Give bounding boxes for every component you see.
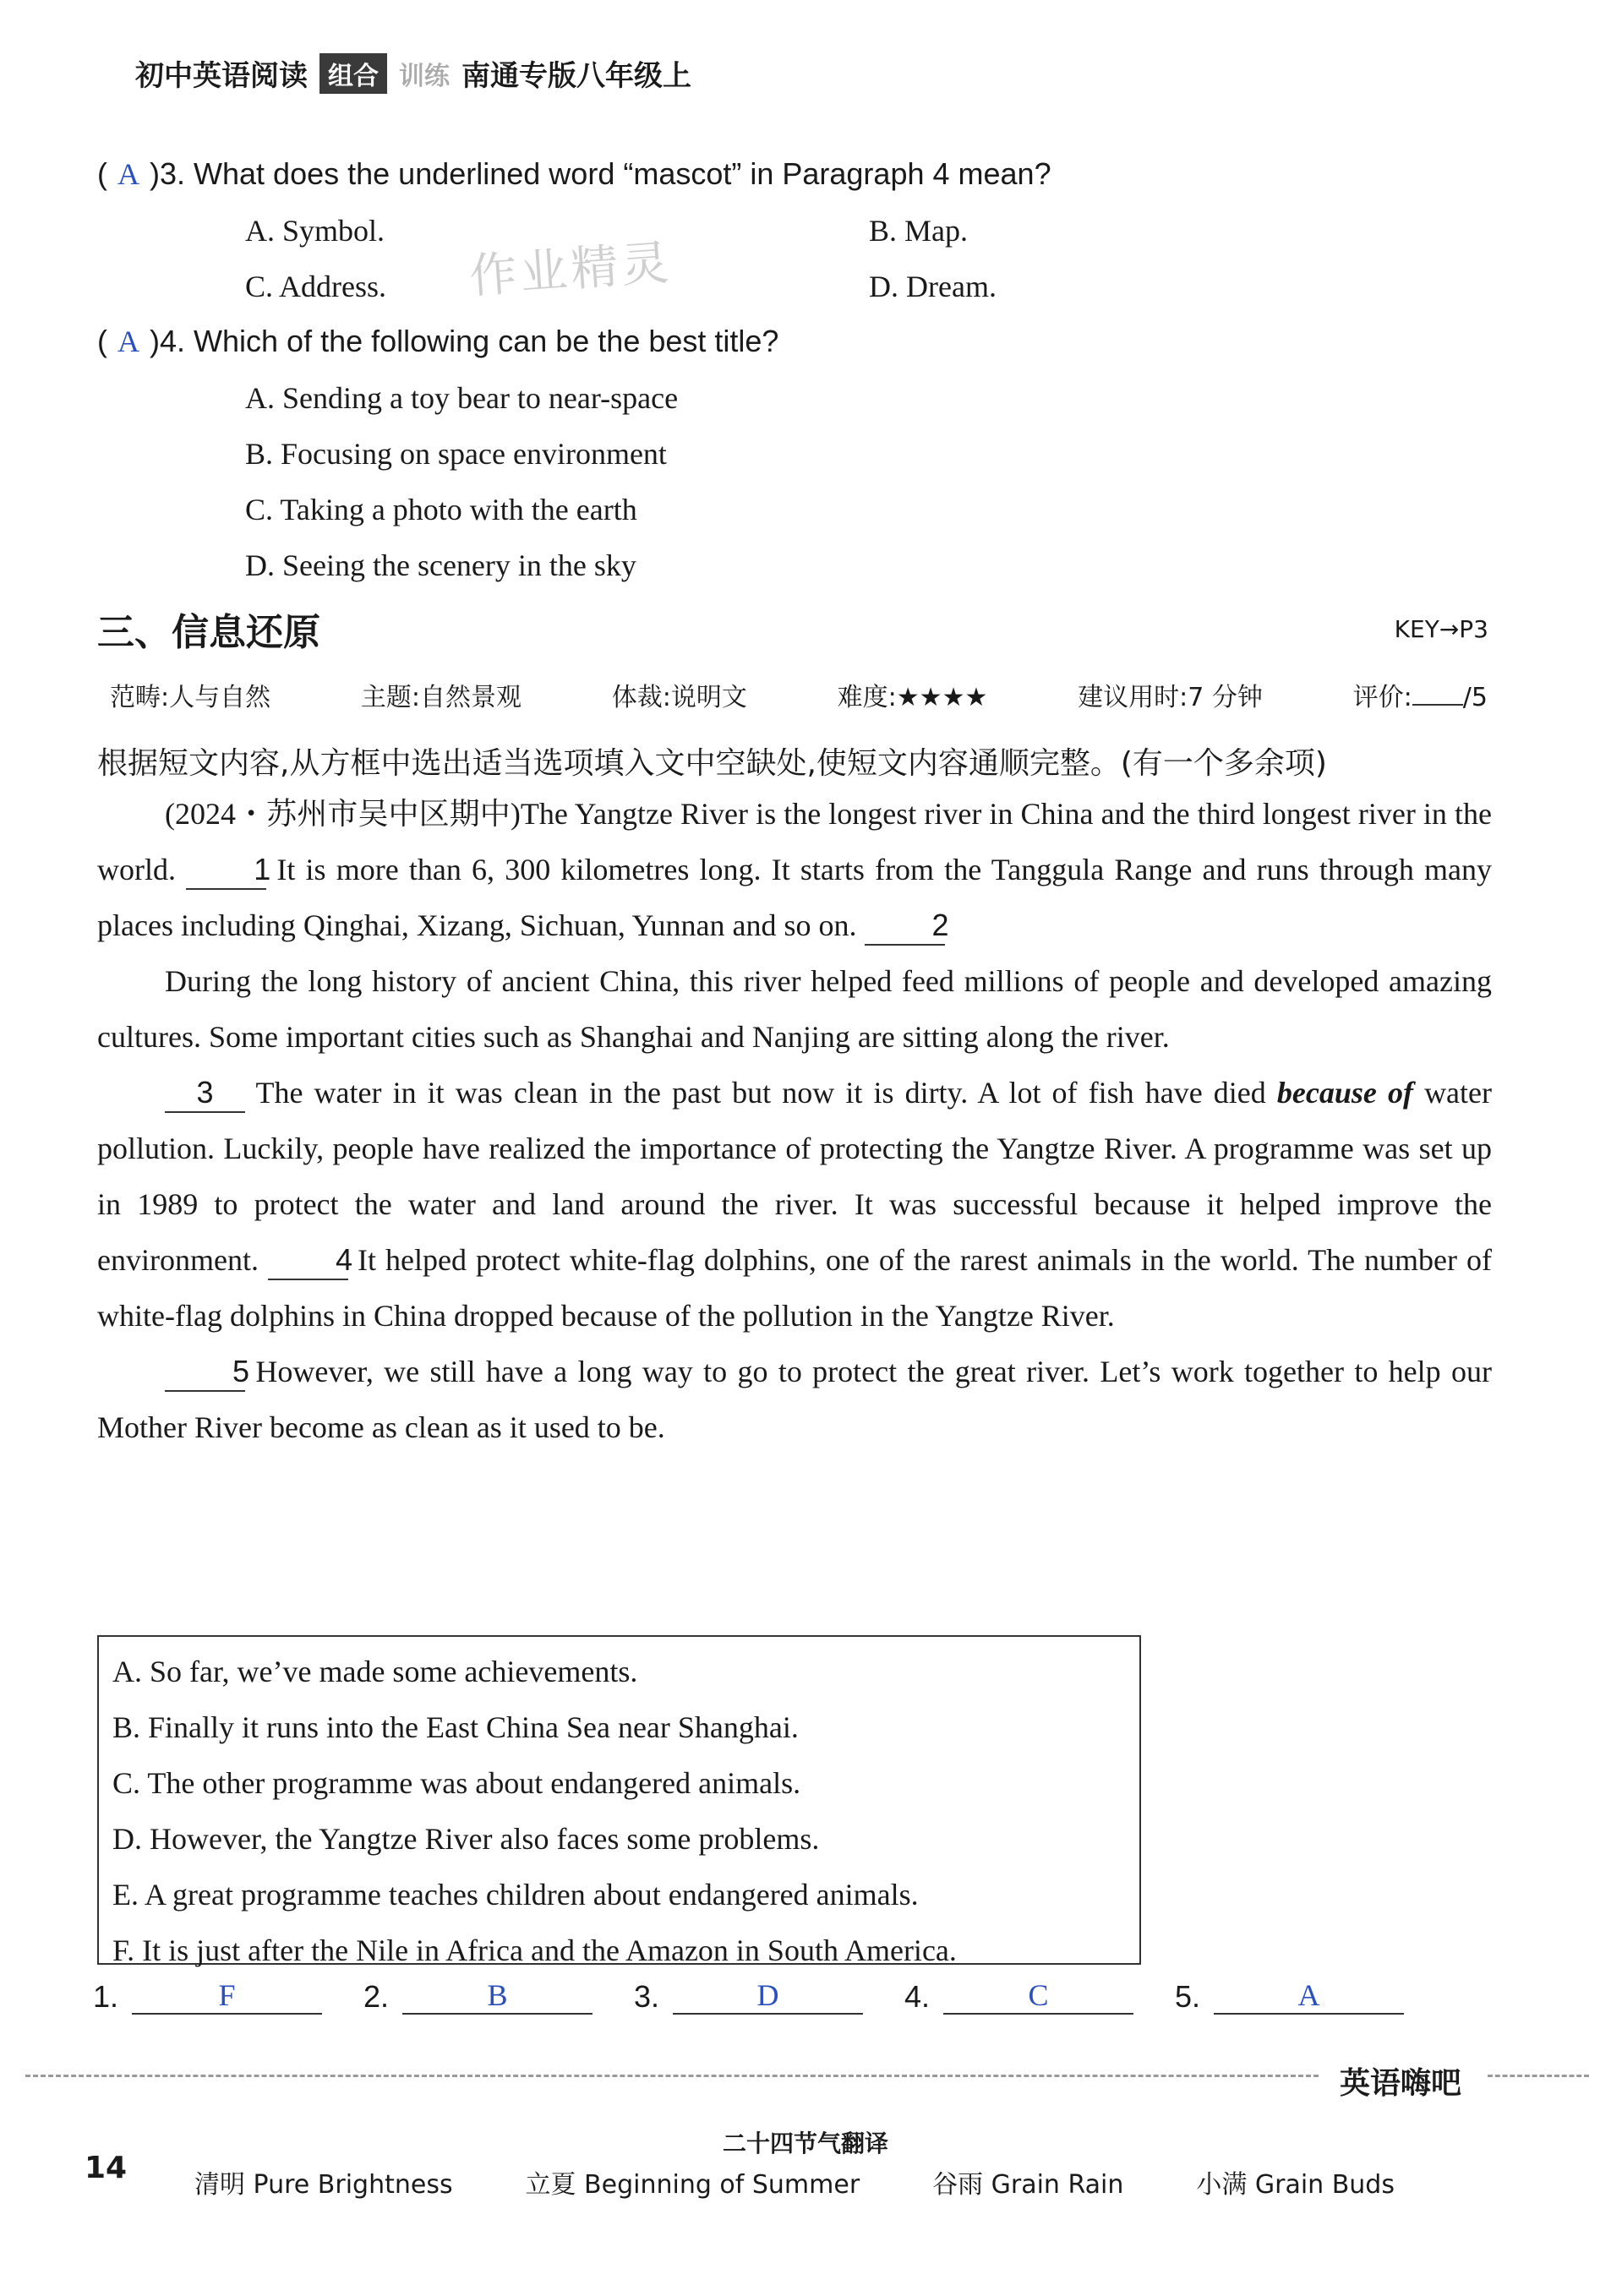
answer-value: A [1214,1977,1404,2015]
book-title: 初中英语阅读 [135,59,308,93]
footer-title: 二十四节气翻译 [722,2130,888,2157]
solar-term: 小满 Grain Buds [1196,2170,1395,2200]
blank-5: 5 [165,1353,245,1392]
box-option: C. The other programme was about endangered animals. [112,1766,801,1800]
solar-term: 立夏 Beginning of Summer [525,2170,860,2200]
bold-phrase: because of [1276,1076,1413,1110]
blank-4: 4 [268,1241,348,1280]
paragraph: During the long history of ancient China, this river helped feed millions of people and developed amazing cultures. Some important cities such as Shanghai and Nanjing are sitting along the river. [97,964,1492,1054]
question-3: ( A )3. What does the underlined word “mascot” in Paragraph 4 mean? [97,156,1051,191]
option: C. Taking a photo with the earth [245,493,637,526]
box-option: F. It is just after the Nile in Africa and the Amazon in South America. [112,1933,957,1967]
answer-value: C [943,1977,1133,2015]
book-header [135,52,691,94]
answer-mark: A [117,157,139,191]
answer-mark: A [117,324,139,358]
blank-3: 3 [165,1074,245,1113]
option: C. Address. [245,270,387,303]
series-badge: 组合 [319,53,387,94]
question-text: What does the underlined word “mascot” in Paragraph 4 mean? [194,156,1051,191]
solar-terms [194,2163,1395,2201]
meta-topic: 主题:自然景观 [360,683,522,712]
passage: (2024・苏州市吴中区期中)The Yangtze River is the longest river in China and the third longest river in the world. 1 It is more than 6, 300 kilometres long. It starts from the Tanggula Range and runs through many places including Qinghai, Xizang, Sichuan, Yunnan and so on. 2 During the long history of ancient China, this river helped feed millions of people and developed amazing cultures. Some important cities such as Shanghai and Nanjing are sitting along the river. 3 The water in it was clean in the past but now it is dirty. A lot of fish have died because of water pollution. Luckily, people have realized the importance of protecting the Yangtze River. A programme was set up in 1989 to protect the water and land around the river. It was successful because it helped improve the environment. 4 It helped protect white-flag dolphins, one of the rarest animals in the world. The number of white-flag dolphins in China dropped because of the pollution in the Yangtze River. 5 However, we still have a long way to go to protect the great river. Let’s work together to help our Mother River become as clean as it used to be. [97,797,1493,1444]
page-number: 14 [85,2151,128,2185]
question-number: )3. [150,156,186,191]
source-note: (2024・苏州市吴中区期中) [165,797,521,831]
meta-difficulty: 难度:★★★★ [837,683,988,712]
solar-term: 谷雨 Grain Rain [932,2170,1124,2200]
answer-value: F [132,1977,322,2015]
box-option: E. A great programme teaches children about endangered animals. [112,1878,919,1912]
answer-slot: 5. A [1175,1977,1445,2015]
meta-genre: 体裁:说明文 [611,683,747,712]
section-title: 三、信息还原 [97,611,320,654]
options-box [97,1635,1141,1965]
meta-time: 建议用时:7 分钟 [1078,683,1263,712]
watermark: 作业精灵 [467,235,674,305]
series-badge-secondary: 训练 [399,61,450,91]
option: A. Symbol. [245,214,385,248]
instruction: 根据短文内容,从方框中选出适当选项填入文中空缺处,使短文内容通顺完整。(有一个多余项) [97,746,1327,781]
footer-brand: 英语嗨吧 [1340,2066,1462,2101]
answer-value: D [673,1977,863,2015]
answer-slot: 3. D [634,1977,904,2015]
answer-key-ref: KEY→P3 [1394,615,1488,643]
meta-scope: 范畴:人与自然 [110,683,271,712]
answer-slot: 4. C [904,1977,1175,2015]
answer-slot: 1. F [93,1977,363,2015]
exercise-meta [110,676,1488,713]
option: B. Map. [869,214,968,248]
box-option: D. However, the Yangtze River also faces some problems. [112,1822,820,1856]
answer-row [93,1977,1445,2015]
option: A. Sending a toy bear to near-space [245,381,679,415]
box-option: A. So far, we’ve made some achievements. [112,1655,638,1688]
option: B. Focusing on space environment [245,437,667,471]
footer-divider [1488,2075,1589,2077]
question-4: ( A )4. Which of the following can be the best title? [97,324,779,358]
solar-term: 清明 Pure Brightness [194,2170,453,2200]
blank-2: 2 [865,907,945,946]
answer-value: B [402,1977,593,2015]
answer-slot: 2. B [363,1977,634,2015]
edition-label: 南通专版八年级上 [461,59,691,93]
question-text: Which of the following can be the best title? [194,324,779,358]
footer-divider [25,2075,1319,2077]
meta-score: 评价: /5 [1352,683,1488,712]
option: D. Dream. [869,270,997,303]
box-option: B. Finally it runs into the East China Sea near Shanghai. [112,1710,799,1744]
blank-1: 1 [186,851,266,890]
option: D. Seeing the scenery in the sky [245,548,636,582]
question-number: )4. [150,324,186,358]
